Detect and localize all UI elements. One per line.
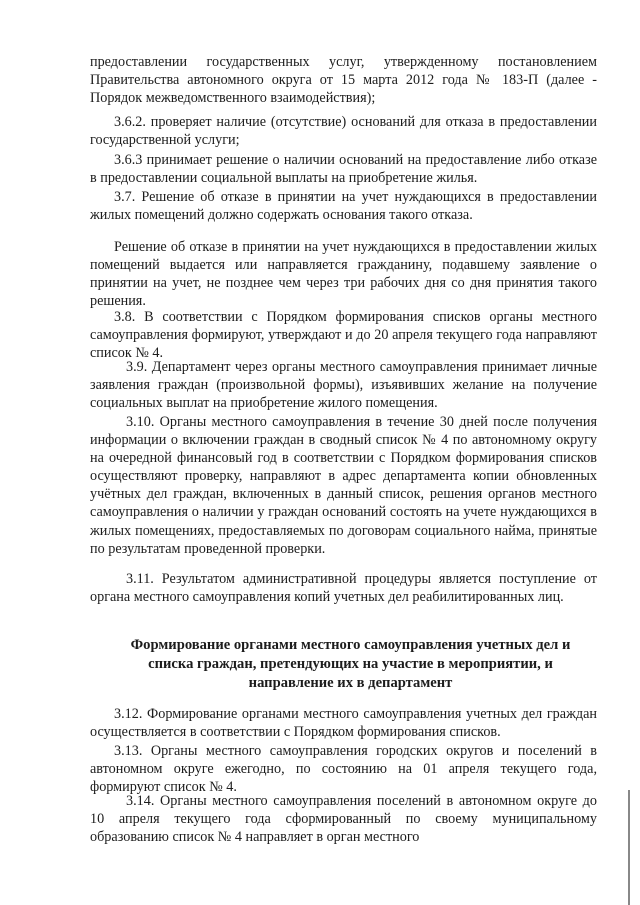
scan-edge-line (628, 790, 630, 905)
section-heading: Формирование органами местного самоуправления учетных дел и списка граждан, претендующих на участие в мероприятии, и направление их в департамент (130, 637, 571, 691)
paragraph-intro-continuation: предоставлении государственных услуг, утвержденному постановлением Правительства автономного округа от 15 марта 2012 года № 183-П (далее - Порядок межведомственного взаимодействия); (90, 54, 597, 107)
paragraph-3-7: 3.7. Решение об отказе в принятии на учет нуждающихся в предоставлении жилых помещений должно содержать основания такого отказа. (90, 189, 597, 224)
paragraph-3-6-2: 3.6.2. проверяет наличие (отсутствие) оснований для отказа в предоставлении государственной услуги; (90, 114, 597, 149)
paragraph-3-6-3: 3.6.3 принимает решение о наличии оснований на предоставление либо отказе в предоставлении социальной выплаты на приобретение жилья. (90, 152, 597, 187)
paragraph-3-8: 3.8. В соответствии с Порядком формирования списков органы местного самоуправления формируют, утверждают и до 20 апреля текущего года направляют список № 4. (90, 309, 597, 362)
paragraph-3-10: 3.10. Органы местного самоуправления в течение 30 дней после получения информации о включении граждан в сводный список № 4 по автономному округу на очередной финансовый год в соответствии с Порядком формирования списков осуществляют проверку, направляют в адрес департамента копии обновленных учётных дел граждан, включенных в данный список, решения органов местного самоуправления о наличии у граждан оснований состоять на учете нуждающихся в жилых помещениях, предоставляемых по договорам социального найма, принятые по результатам проведенной проверки. (90, 414, 597, 557)
paragraph-3-11: 3.11. Результатом административной процедуры является поступление от органа местного самоуправления копий учетных дел реабилитированных лиц. (90, 571, 597, 606)
paragraph-refusal-decision: Решение об отказе в принятии на учет нуждающихся в предоставлении жилых помещений выдается или направляется гражданину, подавшему заявление о принятии на учет, не позднее чем через три рабочих дня со дня принятия такого решения. (90, 239, 597, 310)
paragraph-3-13: 3.13. Органы местного самоуправления городских округов и поселений в автономном округе ежегодно, по состоянию на 01 апреля текущего года, формируют список № 4. (90, 743, 597, 796)
paragraph-3-14: 3.14. Органы местного самоуправления поселений в автономном округе до 10 апреля текущего года сформированный по своему муниципальному образованию список № 4 направляет в орган местного (90, 793, 597, 846)
paragraph-3-12: 3.12. Формирование органами местного самоуправления учетных дел граждан осуществляется в соответствии с Порядком формирования списков. (90, 706, 597, 741)
paragraph-3-9: 3.9. Департамент через органы местного самоуправления принимает личные заявления граждан (произвольной формы), изъявивших желание на получение социальных выплат на приобретение жилого помещения. (90, 359, 597, 412)
